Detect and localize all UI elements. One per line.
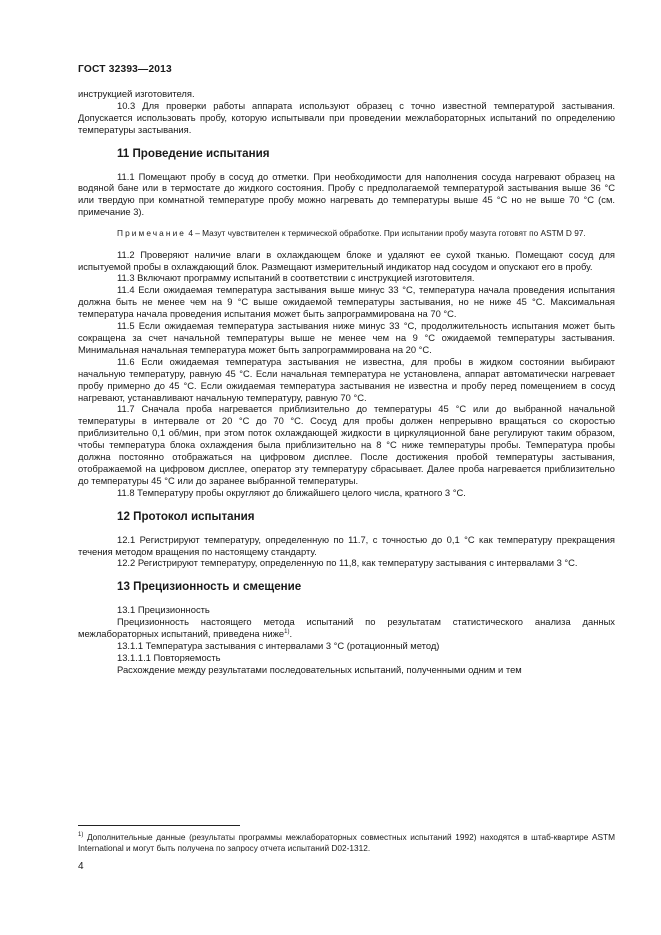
paragraph-11-4: 11.4 Если ожидаемая температура застывания выше минус 33 °С, температура начала проведения испытания должна быть не менее чем на 9 °С выше ожидаемой температуры застывания, но не ниже 45 °С. Максимальная температура начала проведения испытания может быть запрограммирована на 70 °С.	[78, 284, 615, 320]
footnote-mark: 1)	[78, 832, 84, 838]
paragraph-11-7: 11.7 Сначала проба нагревается приблизительно до температуры 45 °С или до выбранной начальной температуры в интервале от 20 °С до 70 °С. Сосуд для пробы должен непрерывно вращаться со скоростью приблизительно 0,1 об/мин, при этом поток охлаждающей жидкости в циркуляционной бане регулируют таким образом, чтобы температура блока охлаждения была приблизительно на 8 °С ниже температуры пробы. Температура пробы должна постоянно отображаться на цифровом дисплее. После достижения пробой температуры застывания, отображаемой на цифровом дисплее, оператор эту температуру сбрасывает. Далее проба нагревается приблизительно до температуры 45 °С или до заранее выбранной температуры.	[78, 403, 615, 486]
paragraph-13-1-text	[78, 616, 615, 640]
paragraph-13-1: 13.1 Прецизионность	[117, 604, 210, 616]
paragraph-11-6: 11.6 Если ожидаемая температура застывания не известна, для пробы в жидком состоянии выбирают начальную температуру, равную 45 °С. Если начальная температура не установлена, аппарат автоматически нагревает пробу примерно до 45 °С. Если ожидаемая температура застывания не известна и пробу перед помещением в сосуд нагревают, устанавливают начальную температуру, равную 70 °С.	[78, 355, 615, 403]
note-4	[78, 228, 615, 239]
paragraph-11-3: 11.3 Включают программу испытаний в соответствии с инструкцией изготовителя.	[117, 272, 475, 284]
sentence-end: .	[289, 628, 293, 640]
paragraph-11-1: 11.1 Помещают пробу в сосуд до отметки. При необходимости для наполнения сосуда нагревают образец на водяной бане или в термостате до жидкого состояния. Пробу с предполагаемой температурой застывания выше 36 °С или твердую при комнатной температуре пробу можно нагревать до температуры выше 45 °С но не выше 70 °С (см. примечание 3).	[78, 170, 615, 218]
footnote-text: Дополнительные данные (результаты программы межлабораторных совместных испытаний 1992) находятся в штаб-квартире ASTM International и могут быть получена по запросу отчета испытаний D02-1312.	[78, 832, 615, 853]
page-number: 4	[78, 861, 84, 872]
paragraph-11-8: 11.8 Температуру пробы округляют до ближайшего целого числа, кратного 3 °С.	[117, 486, 466, 498]
paragraph-11-2: 11.2 Проверяют наличие влаги в охлаждающем блоке и удаляют ее сухой тканью. Помещают сосуд для испытуемой пробы в охлаждающий блок. Размещают измерительный индикатор над сосудом и опускают его в пробу.	[78, 248, 615, 272]
precision-text: Прецизионность настоящего метода испытаний по результатам статистического анализа данных межлабораторных испытаний, приведена ниже	[78, 616, 615, 640]
standard-header: ГОСТ 32393—2013	[78, 64, 172, 75]
paragraph-13-1-1: 13.1.1 Температура застывания с интервалами 3 °С (ротационный метод)	[117, 639, 440, 651]
section-heading-12: 12 Протокол испытания	[117, 509, 255, 523]
paragraph-12-2: 12.2 Регистрируют температуру, определенную по 11,8, как температуру застывания с интервалами 3 °С.	[117, 557, 578, 569]
footnote-reference[interactable]: 1)	[284, 629, 290, 636]
paragraph-repeatability: Расхождение между результатами последовательных испытаний, полученными одним и тем	[117, 663, 522, 675]
paragraph-10-3: 10.3 Для проверки работы аппарата используют образец с точно известной температурой застывания. Допускается использовать пробу, которую испытывали при проведении межлабораторных испытаний по определению температуры застывания.	[78, 99, 615, 135]
section-heading-13: 13 Прецизионность и смещение	[117, 580, 302, 594]
note-label: Примечание	[117, 228, 187, 239]
paragraph-13-1-1-1: 13.1.1.1 Повторяемость	[117, 651, 221, 663]
paragraph-12-1: 12.1 Регистрируют температуру, определенную по 11.7, с точностью до 0,1 °С как температуру прекращения течения методом вращения по настоящему стандарту.	[78, 533, 615, 557]
document-body	[78, 88, 615, 676]
note-text: 4 – Мазут чувствителен к термической обработке. При испытании пробу мазута готовят по ASTM D 97.	[186, 228, 586, 239]
footnote	[78, 832, 615, 853]
paragraph-continuation: инструкцией изготовителя.	[78, 88, 195, 99]
section-heading-11: 11 Проведение испытания	[117, 146, 270, 160]
footnote-divider	[78, 825, 240, 826]
paragraph-11-5: 11.5 Если ожидаемая температура застывания ниже минус 33 °С, продолжительность испытания может быть сокращена за счет начальной температуры выше не менее чем на 9 °С ожидаемой температуры застывания. Минимальная начальная температура может быть запрограммирована на 20 °С.	[78, 320, 615, 355]
